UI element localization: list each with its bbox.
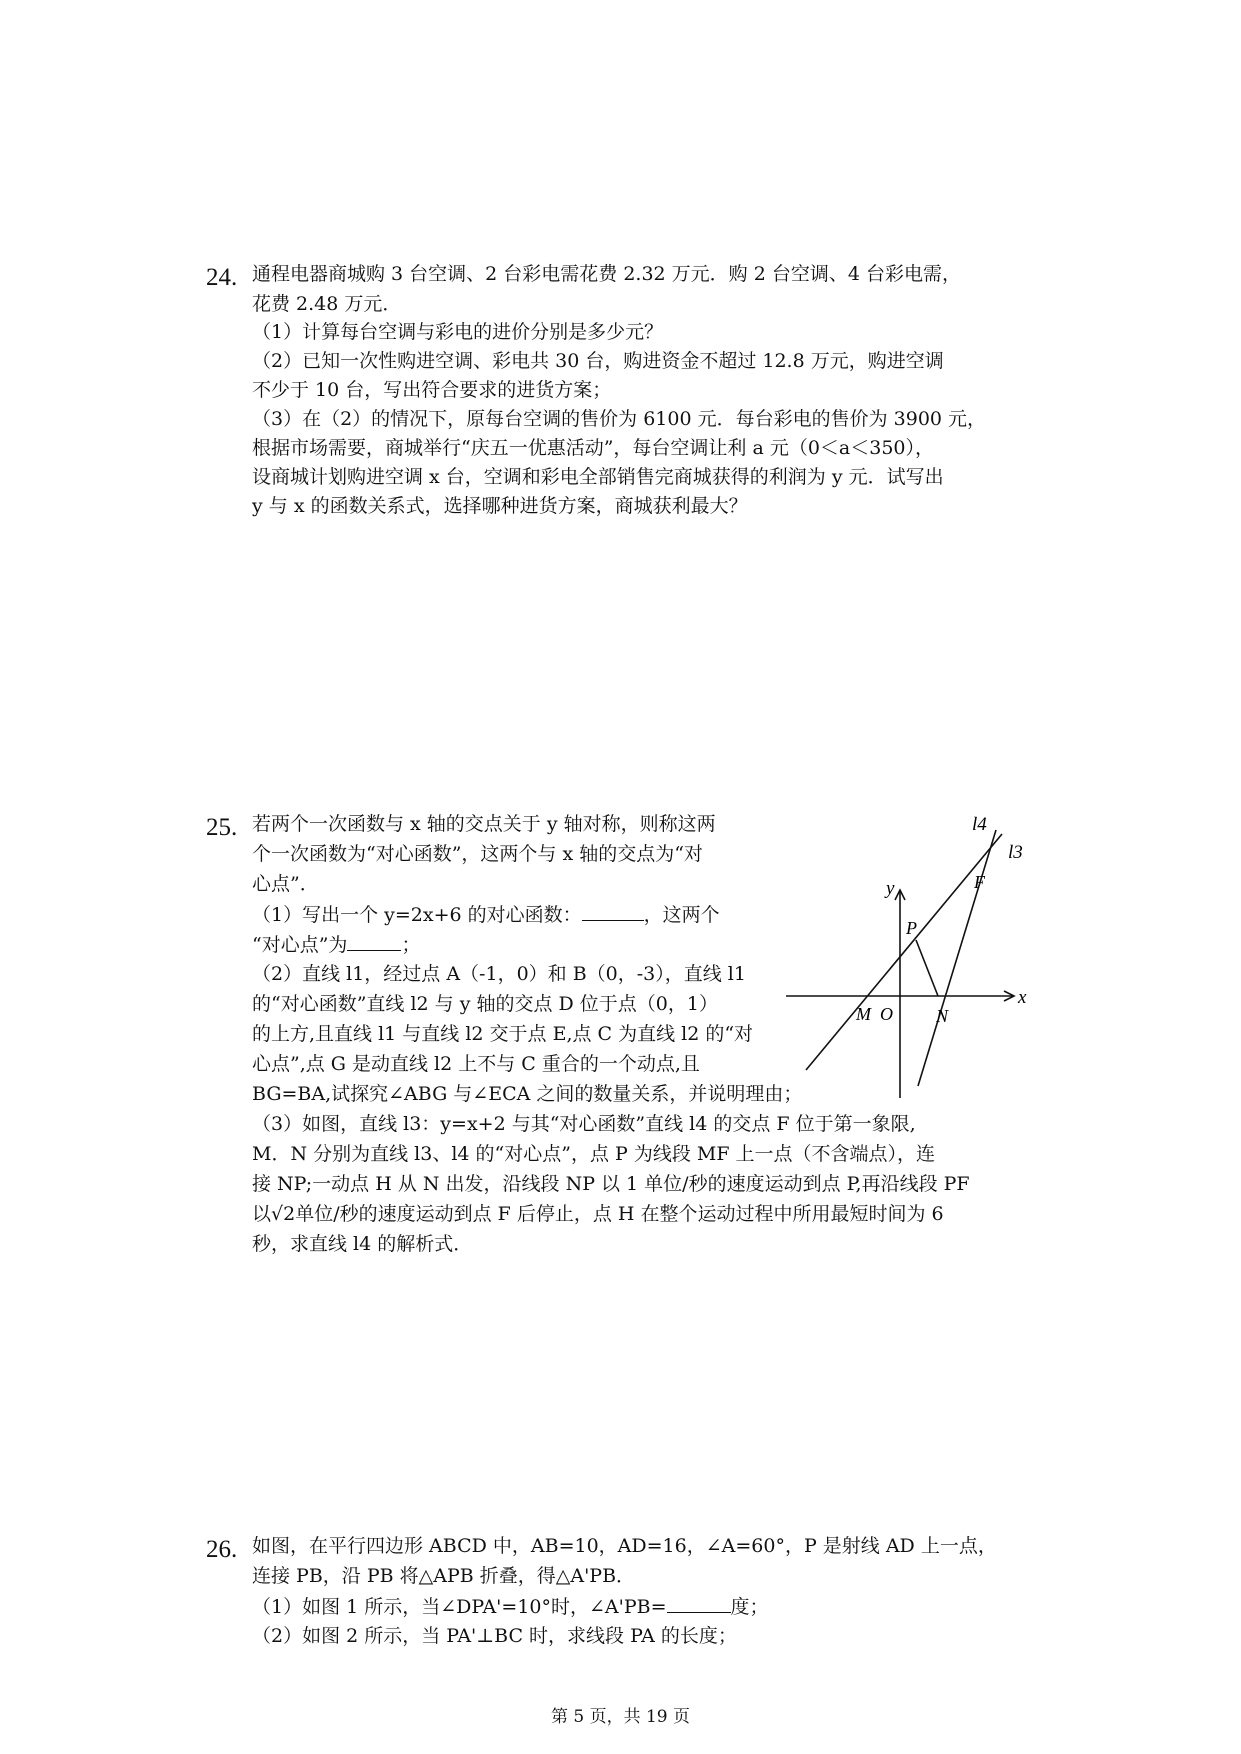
q25-line-14: 以√2单位/秒的速度运动到点 F 后停止，点 H 在整个运动过程中所用最短时间为 6 [252, 1203, 944, 1225]
segment-pn [916, 940, 938, 996]
q26-part1-text: （1）如图 1 所示，当∠DPA'=10°时，∠A'PB= [252, 1596, 667, 1618]
answer-blank[interactable] [667, 1594, 731, 1613]
q24-line-5: 不少于 10 台，写出符合要求的进货方案； [252, 379, 612, 401]
answer-blank[interactable] [582, 902, 644, 921]
label-P: P [906, 918, 917, 938]
q25-line-4 [252, 902, 720, 927]
q25-line-3: 心点”． [252, 873, 319, 895]
label-M: M [856, 1004, 871, 1024]
label-l4: l4 [972, 814, 987, 835]
q25-line-11: （3）如图，直线 l3：y=x+2 与其“对心函数”直线 l4 的交点 F 位于第一象限, [252, 1113, 916, 1135]
q26-line-2: 连接 PB，沿 PB 将△APB 折叠，得△A'PB． [252, 1565, 636, 1587]
q24-line-8: 设商城计划购进空调 x 台，空调和彩电全部销售完商城获得的利润为 y 元．试写出 [252, 466, 944, 488]
q25-points-tail: ； [401, 934, 421, 956]
q25-line-1: 若两个一次函数与 x 轴的交点关于 y 轴对称，则称这两 [252, 813, 716, 835]
q24-line-4: （2）已知一次性购进空调、彩电共 30 台，购进资金不超过 12.8 万元，购进空调 [252, 350, 944, 372]
q25-line-6: （2）直线 l1，经过点 A（-1，0）和 B（0，-3），直线 l1 [252, 963, 746, 985]
q26-line-3 [252, 1594, 769, 1619]
label-N: N [936, 1006, 949, 1026]
q26-line-4: （2）如图 2 所示，当 PA'⊥BC 时，求线段 PA 的长度； [252, 1625, 737, 1647]
q25-part1-text: （1）写出一个 y=2x+6 的对心函数： [252, 904, 582, 926]
question-number: 25. [206, 814, 238, 841]
q25-line-13: 接 NP;一动点 H 从 N 出发，沿线段 NP 以 1 单位/秒的速度运动到点 P,再沿线段 PF [252, 1173, 970, 1195]
q24-line-1: 通程电器商城购 3 台空调、2 台彩电需花费 2.32 万元．购 2 台空调、4 台彩电需， [252, 263, 961, 285]
q25-line-10: BG=BA,试探究∠ABG 与∠ECA 之间的数量关系，并说明理由； [252, 1083, 803, 1105]
q25-line-5 [252, 932, 420, 957]
q24-line-3: （1）计算每台空调与彩电的进价分别是多少元？ [252, 321, 664, 343]
q25-line-7: 的“对心函数”直线 l2 与 y 轴的交点 D 位于点（0，1） [252, 993, 718, 1015]
q24-line-9: y 与 x 的函数关系式，选择哪种进货方案，商城获利最大？ [252, 495, 748, 517]
label-l3: l3 [1008, 842, 1023, 863]
q25-line-9: 心点”,点 G 是动直线 l2 上不与 C 重合的一个动点,且 [252, 1053, 700, 1075]
q25-points-text: “对心点”为 [252, 934, 348, 956]
label-O: O [880, 1004, 893, 1024]
question-number: 26. [206, 1536, 238, 1563]
q24-line-6: （3）在（2）的情况下，原每台空调的售价为 6100 元．每台彩电的售价为 3900 元， [252, 408, 987, 430]
label-y: y [886, 878, 895, 899]
q25-line-8: 的上方,且直线 l1 与直线 l2 交于点 E,点 C 为直线 l2 的“对 [252, 1023, 754, 1045]
page-footer: 第 5 页，共 19 页 [550, 1707, 691, 1727]
q26-part1-tail: 度； [730, 1596, 769, 1618]
q25-line-12: M．N 分别为直线 l3、l4 的“对心点”，点 P 为线段 MF 上一点（不含端点），连 [252, 1143, 936, 1165]
question-number: 24. [206, 264, 238, 291]
label-x: x [1018, 987, 1027, 1008]
q26-line-1: 如图，在平行四边形 ABCD 中，AB=10，AD=16，∠A=60°，P 是射线 AD 上一点， [252, 1535, 997, 1557]
q25-part1-tail: ，这两个 [643, 904, 720, 926]
q25-line-2: 个一次函数为“对心函数”，这两个与 x 轴的交点为“对 [252, 843, 703, 865]
line-l3 [806, 834, 1002, 1070]
line-l4 [918, 830, 996, 1086]
label-F: F [974, 872, 985, 892]
q24-line-2: 花费 2.48 万元． [252, 293, 402, 315]
q25-line-15: 秒，求直线 l4 的解析式． [252, 1233, 473, 1255]
q24-line-7: 根据市场需要，商城举行“庆五一优惠活动”，每台空调让利 a 元（0＜a＜350）， [252, 437, 935, 459]
answer-blank[interactable] [347, 932, 401, 951]
q25-coordinate-figure [786, 808, 1044, 1108]
